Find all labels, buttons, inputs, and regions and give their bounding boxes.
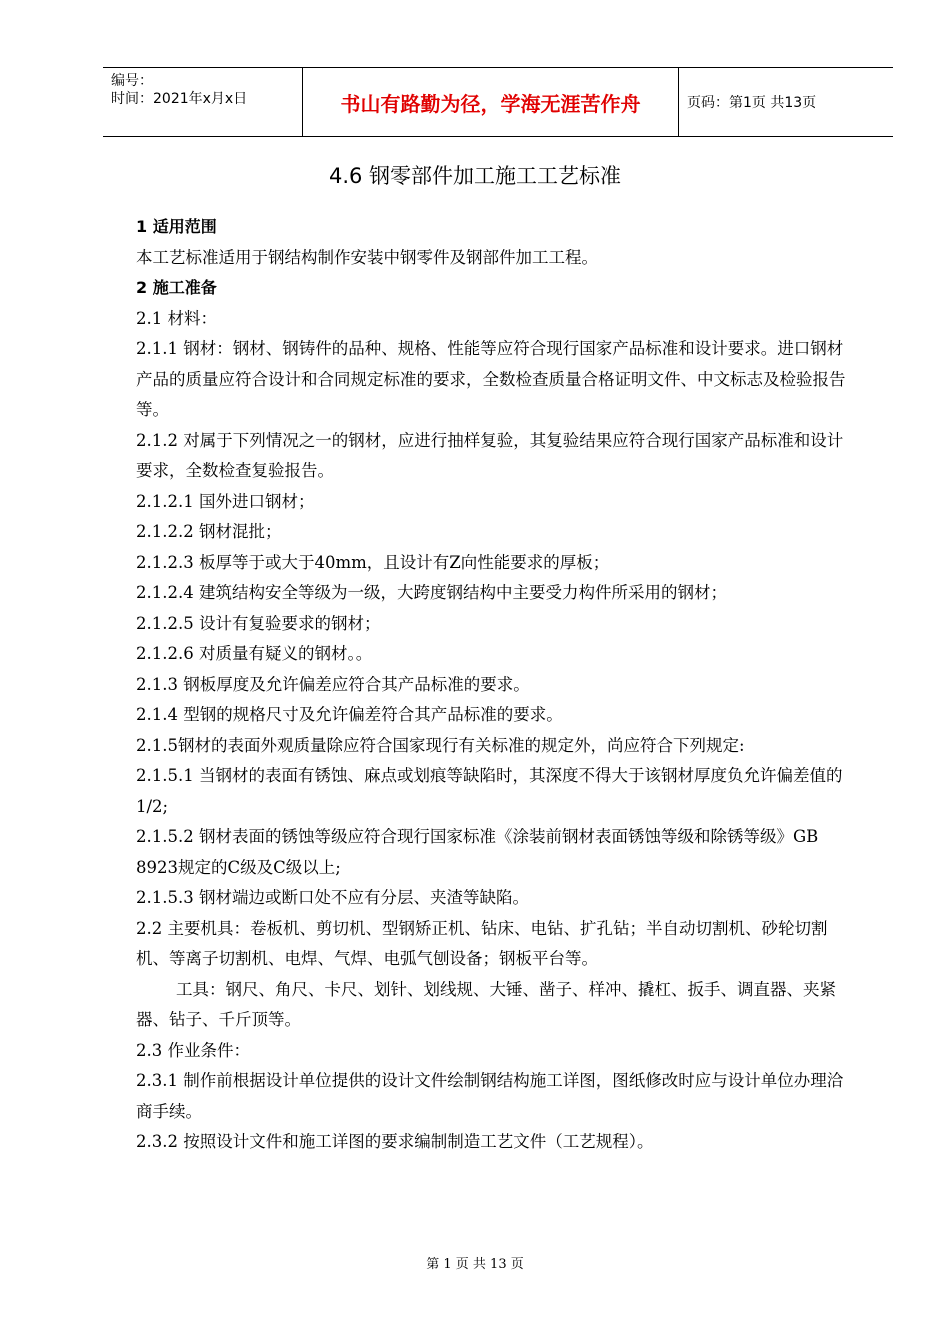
paragraph: 2.1.2.2 钢材混批； (136, 522, 282, 541)
section-heading: 1 适用范围 (136, 217, 217, 236)
paragraph: 2.1.2.5 设计有复验要求的钢材； (136, 613, 381, 633)
paragraph: 本工艺标准适用于钢结构制作安装中钢零件及钢部件加工工程。 (136, 247, 598, 267)
paragraph: 2.1.2 对属于下列情况之一的钢材，应进行抽样复验，其复验结果应符合现行国家产品标准和设计要求，全数检查复验报告。 (136, 430, 844, 480)
paragraph: 2.1.2.3 板厚等于或大于40mm，且设计有Z向性能要求的厚板； (136, 552, 610, 572)
header-motto: 书山有路勤为径，学海无涯苦作舟 (303, 68, 679, 136)
paragraph: 2.1.1 钢材：钢材、钢铸件的品种、规格、性能等应符合现行国家产品标准和设计要求。进口钢材产品的质量应符合设计和合同规定标准的要求，全数检查质量合格证明文件、中文标志及检验报告等。 (136, 339, 846, 419)
paragraph: 2.1.5钢材的表面外观质量除应符合国家现行有关标准的规定外，尚应符合下列规定: (136, 735, 745, 755)
paragraph: 2.1.3 钢板厚度及允许偏差应符合其产品标准的要求。 (136, 674, 530, 694)
document-number-label: 编号： (111, 73, 153, 89)
paragraph: 2.1.2.4 建筑结构安全等级为一级，大跨度钢结构中主要受力构件所采用的钢材； (136, 583, 727, 602)
paragraph: 2.1.2.1 国外进口钢材； (136, 491, 315, 511)
page-footer: 第 1 页 共 13 页 (426, 1257, 524, 1272)
section-heading: 2 施工准备 (136, 278, 217, 297)
document-time-label: 时间：2021年x月x日 (111, 91, 248, 107)
header-meta (103, 68, 303, 136)
paragraph: 2.3.1 制作前根据设计单位提供的设计文件绘制钢结构施工详图，图纸修改时应与设计单位办理洽商手续。 (136, 1071, 844, 1121)
header-page-info: 页码：第1页 共13页 (687, 95, 817, 111)
paragraph: 2.1.5.3 钢材端边或断口处不应有分层、夹渣等缺陷。 (136, 888, 529, 907)
document-title: 4.6 钢零部件加工施工工艺标准 (328, 164, 622, 188)
paragraph: 2.1.5.2 钢材表面的锈蚀等级应符合现行国家标准《涂装前钢材表面锈蚀等级和除锈等级》GB 8923规定的C级及C级以上; (136, 827, 819, 877)
document-body (136, 212, 856, 1158)
page-header (103, 67, 893, 137)
paragraph: 工具：钢尺、角尺、卡尺、划针、划线规、大锤、凿子、样冲、撬杠、扳手、调直器、夹紧器、钻子、千斤顶等。 (136, 979, 836, 1029)
paragraph: 2.2 主要机具：卷板机、剪切机、型钢矫正机、钻床、电钻、扩孔钻；半自动切割机、砂轮切割机、等离子切割机、电焊、气焊、电弧气刨设备；钢板平台等。 (136, 918, 828, 968)
paragraph: 2.1.2.6 对质量有疑义的钢材。。 (136, 644, 373, 663)
paragraph: 2.1.4 型钢的规格尺寸及允许偏差符合其产品标准的要求。 (136, 705, 563, 724)
paragraph: 2.3.2 按照设计文件和施工详图的要求编制制造工艺文件（工艺规程）。 (136, 1132, 654, 1151)
paragraph: 2.1.5.1 当钢材的表面有锈蚀、麻点或划痕等缺陷时，其深度不得大于该钢材厚度负允许偏差值的1/2; (136, 766, 843, 816)
paragraph: 2.3 作业条件： (136, 1040, 250, 1060)
paragraph: 2.1 材料： (136, 308, 217, 328)
